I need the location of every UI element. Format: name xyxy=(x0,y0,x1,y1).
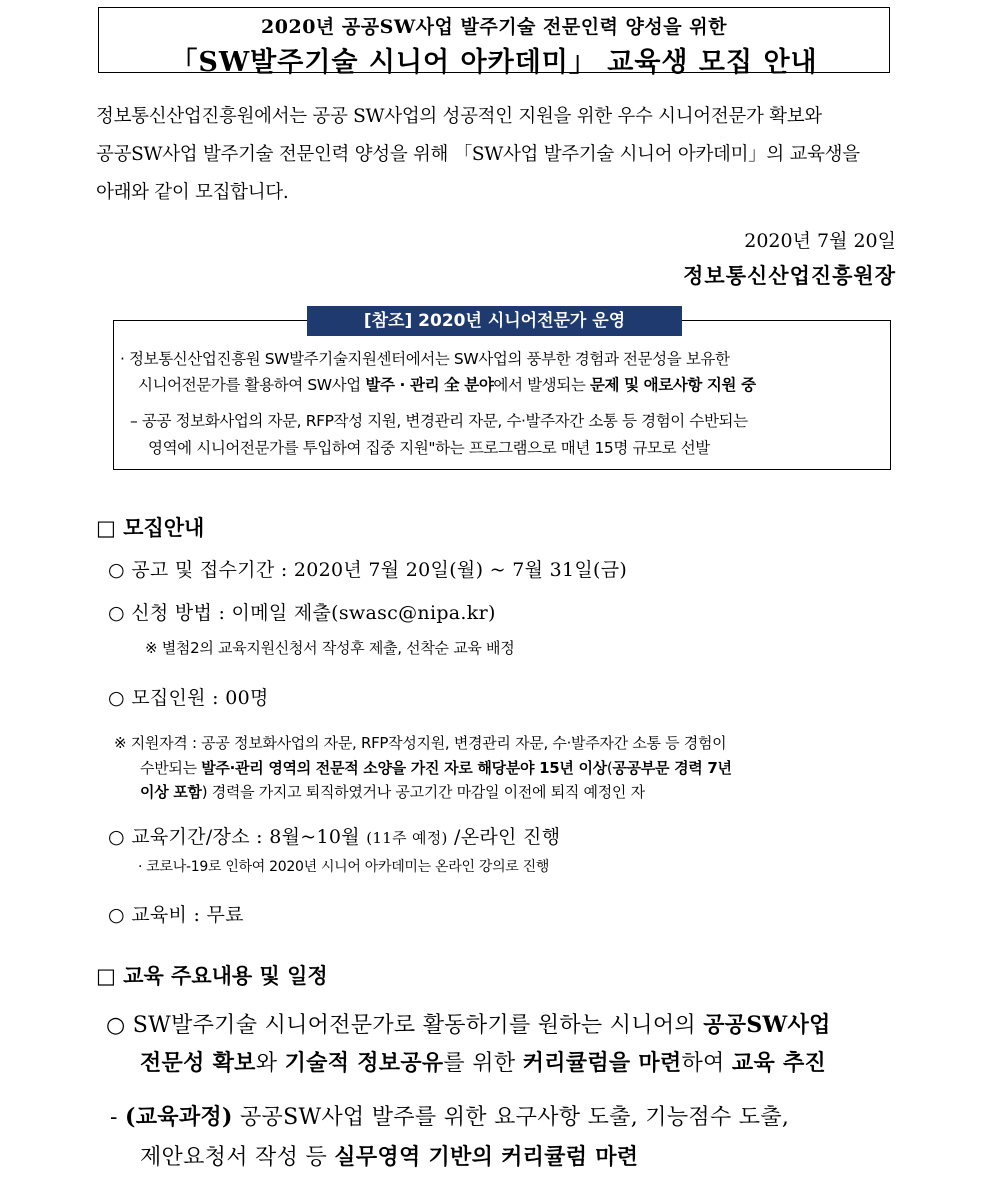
intro-paragraph xyxy=(96,98,896,212)
cur-emphasis: 공공SW사업 xyxy=(703,1012,831,1038)
intro-line: 공공SW사업 발주기술 전문인력 양성을 위해 「SW사업 발주기술 시니어 아카데미」의 교육생을 xyxy=(96,144,860,165)
cur-text: 제안요청서 작성 등 xyxy=(140,1145,335,1170)
note-title: [참조] 2020년 시니어전문가 운영 xyxy=(307,306,682,336)
cur-text: ○ SW발주기술 시니어전문가로 활동하기를 원하는 시니어의 xyxy=(106,1013,704,1038)
apply-method: ○ 신청 방법 : 이메일 제출(swasc@nipa.kr) xyxy=(108,602,496,624)
place-weeks: (11주 예정) xyxy=(366,829,448,847)
note-text: 에서 발생되는 xyxy=(493,376,590,394)
curriculum-line xyxy=(140,1140,638,1171)
cur-emphasis: 기술적 정보공유 xyxy=(284,1050,444,1076)
note-emphasis: 발주 · 관리 全 분야 xyxy=(365,376,494,394)
cur-text: 공공SW사업 발주를 위한 요구사항 도출, 기능점수 도출, xyxy=(232,1105,790,1130)
edu-fee: ○ 교육비 : 무료 xyxy=(108,904,244,926)
cur-emphasis: 교육 추진 xyxy=(731,1050,827,1076)
sender-name: 정보통신산업진흥원장 xyxy=(683,263,896,288)
qual-emphasis: 공공부문 경력 7년 xyxy=(612,759,732,777)
curriculum-line xyxy=(140,1046,826,1077)
title-line1: 2020년 공공SW사업 발주기술 전문인력 양성을 위한 xyxy=(261,16,727,38)
cur-emphasis: (교육과정) xyxy=(125,1104,233,1130)
cur-emphasis: 전문성 확보 xyxy=(140,1050,256,1076)
note-line xyxy=(138,372,756,398)
headcount: ○ 모집인원 : 00명 xyxy=(108,687,269,709)
cur-text: 를 위한 xyxy=(443,1051,523,1076)
edu-period-place xyxy=(108,822,560,849)
cur-text: - xyxy=(110,1105,126,1130)
note-line: 영역에 시니어전문가를 투입하여 집중 지원"하는 프로그램으로 매년 15명 규모로 선발 xyxy=(148,439,710,457)
cur-emphasis: 실무영역 기반의 커리큘럼 마련 xyxy=(334,1144,639,1170)
qual-text: 수반되는 xyxy=(140,759,202,777)
curriculum-line xyxy=(110,1100,789,1131)
announcement-date: 2020년 7월 20일 xyxy=(744,230,896,252)
intro-line: 정보통신산업진흥원에서는 공공 SW사업의 성공적인 지원을 위한 우수 시니어전문가 확보와 xyxy=(96,106,822,127)
apply-method-note: ※ 별첨2의 교육지원신청서 작성후 제출, 선착순 교육 배정 xyxy=(145,639,515,657)
note-line: · 정보통신산업진흥원 SW발주기술지원센터에서는 SW사업의 풍부한 경험과 전문성을 보유한 xyxy=(120,350,730,368)
section-heading-recruitment: □ 모집안내 xyxy=(96,516,205,540)
qual-emphasis: 이상 포함 xyxy=(140,783,202,801)
qualification-line xyxy=(140,781,645,802)
place-text: /온라인 진행 xyxy=(447,826,561,848)
cur-text: 하여 xyxy=(681,1051,732,1076)
intro-line: 아래와 같이 모집합니다. xyxy=(96,182,289,203)
place-note: · 코로나-19로 인하여 2020년 시니어 아카데미는 온라인 강의로 진행 xyxy=(138,859,550,875)
qual-text: ) 경력을 가지고 퇴직하였거나 공고기간 마감일 이전에 퇴직 예정인 자 xyxy=(201,783,645,801)
qualification-line xyxy=(140,757,732,778)
qual-emphasis: 발주·관리 영역의 전문적 소양을 가진 자로 해당분야 15년 이상 xyxy=(201,759,607,777)
qual-text: ( xyxy=(606,759,613,777)
note-emphasis: 문제 및 애로사항 지원 중 xyxy=(589,376,756,394)
section-heading-curriculum: □ 교육 주요내용 및 일정 xyxy=(96,964,328,988)
cur-emphasis: 커리큘럼을 마련 xyxy=(522,1050,682,1076)
note-line: – 공공 정보화사업의 자문, RFP작성 지원, 변경관리 자문, 수·발주자간 소통 등 경험이 수반되는 xyxy=(130,412,748,430)
curriculum-line xyxy=(106,1008,831,1039)
qualification-line: ※ 지원자격 : 공공 정보화사업의 자문, RFP작성지원, 변경관리 자문, 수·발주자간 소통 등 경험이 xyxy=(114,734,727,752)
cur-text: 와 xyxy=(255,1051,285,1076)
recruit-period: ○ 공고 및 접수기간 : 2020년 7월 20일(월) ~ 7월 31일(금) xyxy=(108,559,628,581)
note-text: 시니어전문가를 활용하여 SW사업 xyxy=(138,376,366,394)
title-box xyxy=(98,7,890,78)
title-line2: 「SW발주기술 시니어 아카데미」 교육생 모집 안내 xyxy=(170,47,818,78)
place-text: ○ 교육기간/장소 : 8월~10월 xyxy=(108,826,367,848)
